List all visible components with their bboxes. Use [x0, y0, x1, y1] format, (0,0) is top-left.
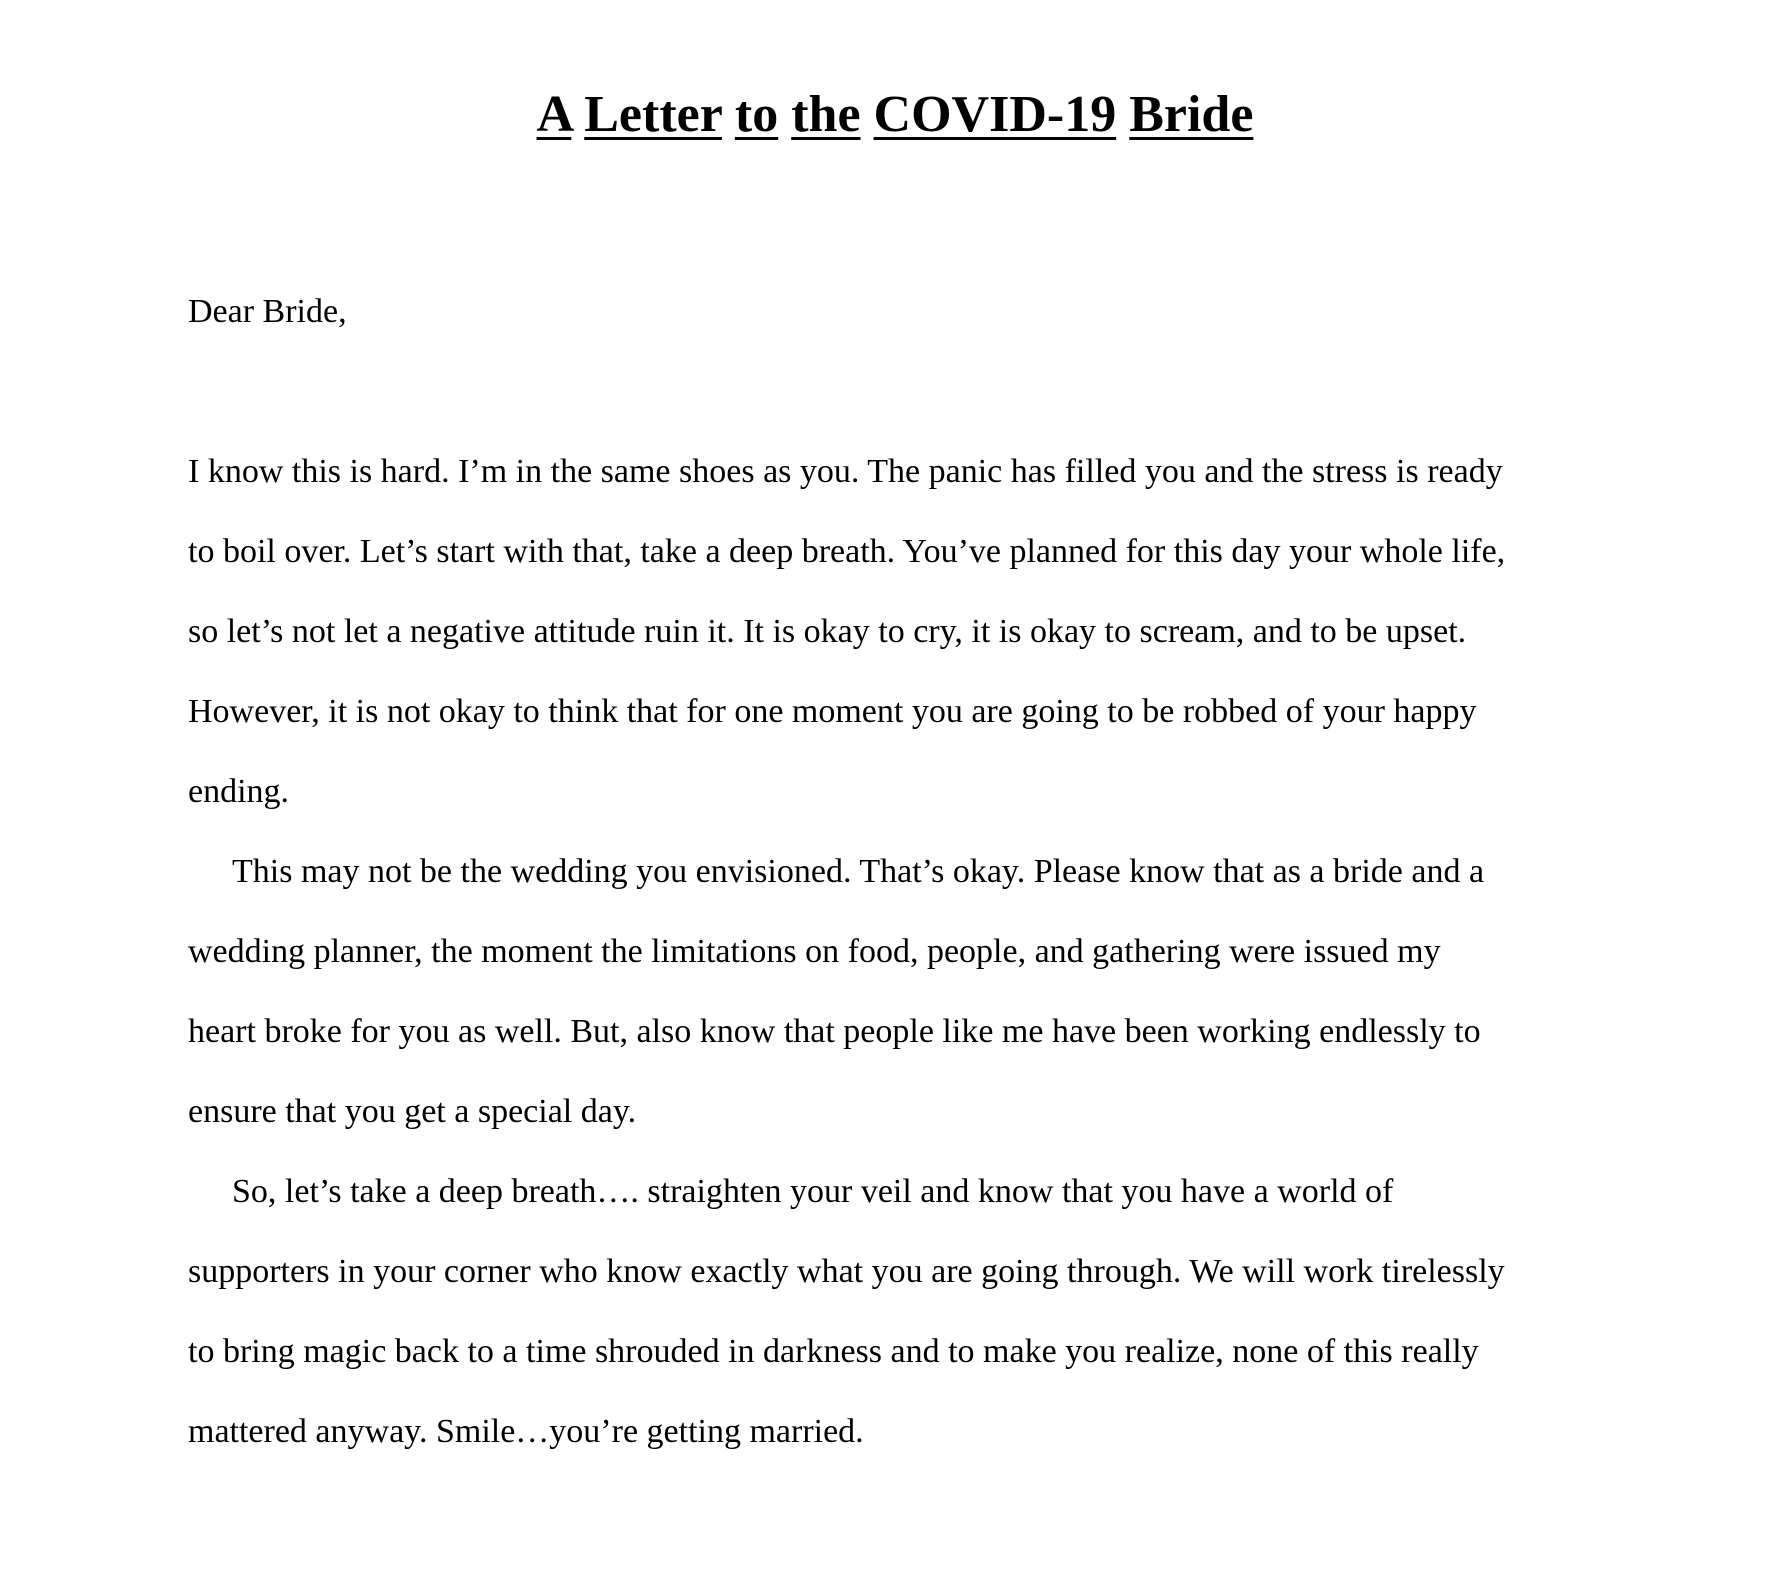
paragraph-line: ending. [188, 773, 290, 810]
paragraph-line: I know this is hard. I’m in the same shoes as you. The panic has filled you and the stress is ready [188, 453, 1503, 490]
paragraph-line: so let’s not let a negative attitude ruin it. It is okay to cry, it is okay to scream, and to be upset. [188, 613, 1467, 650]
title-word: COVID-19 [873, 86, 1117, 143]
paragraph-line: to bring magic back to a time shrouded in darkness and to make you realize, none of this really [188, 1333, 1479, 1370]
title-word: to [734, 86, 779, 143]
title-word: Letter [584, 86, 722, 143]
paragraph-line: mattered anyway. Smile…you’re getting married. [188, 1413, 864, 1450]
paragraph-line: However, it is not okay to think that for one moment you are going to be robbed of your happy [188, 693, 1477, 730]
title-word: A [536, 86, 572, 143]
paragraph-line: ensure that you get a special day. [188, 1093, 637, 1130]
paragraph-line: wedding planner, the moment the limitations on food, people, and gathering were issued my [188, 933, 1441, 970]
paragraph-line: supporters in your corner who know exactly what you are going through. We will work tirelessly [188, 1253, 1505, 1290]
paragraph-line: to boil over. Let’s start with that, take a deep breath. You’ve planned for this day your whole life, [188, 533, 1506, 570]
paragraph-line: This may not be the wedding you envisioned. That’s okay. Please know that as a bride and a [232, 853, 1485, 890]
salutation: Dear Bride, [188, 293, 347, 330]
document-title [0, 82, 1790, 148]
title-word: the [791, 86, 861, 143]
title-word: Bride [1129, 86, 1254, 143]
paragraph-line: So, let’s take a deep breath…. straighten your veil and know that you have a world of [232, 1173, 1394, 1210]
paragraph-line: heart broke for you as well. But, also know that people like me have been working endlessly to [188, 1013, 1481, 1050]
